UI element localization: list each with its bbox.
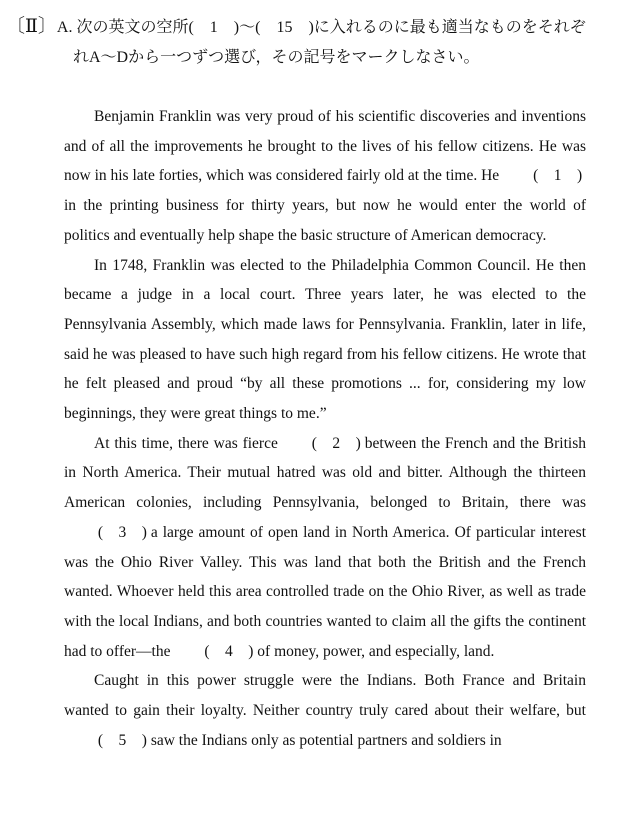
- question-instructions: [6, 12, 626, 73]
- paragraph-1-text-b: in the printing business for thirty years, but now he would enter the world of politics and eventually help shape the basic structure of American democracy.: [64, 197, 586, 244]
- instruction-line-1: [6, 12, 626, 43]
- paragraph-1: [64, 102, 586, 251]
- paragraph-3: [64, 429, 586, 667]
- paragraph-3-text-d: of money, power, and especially, land.: [257, 642, 495, 660]
- paragraph-3-text-c: a large amount of open land in North America. Of particular interest was the Ohio River Valley. This was land that both the British and the French wanted. Whoever held this area controlled trade on the Ohio River, as well as trade with the local Indians, and both countries wanted to claim all the gifts the continent had to offer—the: [64, 523, 586, 660]
- section-number: 〔Ⅱ〕: [6, 16, 57, 37]
- blank-2: ( 2 ): [307, 434, 365, 452]
- blank-5: ( 5 ): [94, 731, 151, 749]
- blank-3: ( 3 ): [94, 523, 151, 541]
- blank-1: ( 1 ): [529, 167, 587, 185]
- instruction-line-2: れA〜Dから一つずつ選び，その記号をマークしなさい。: [73, 49, 480, 66]
- paragraph-2: In 1748, Franklin was elected to the Philadelphia Common Council. He then became a judge in a local court. Three years later, he was elected to the Pennsylvania Assembly, which made laws for Pennsylvania. Franklin, later in life, said he was pleased to have such high regard from his fellow citizens. He wrote that he felt pleased and proud “by all these promotions ... for, considering my low beginnings, they were great things to me.”: [64, 256, 586, 423]
- paragraph-4-text-b: saw the Indians only as potential partners and soldiers in: [150, 731, 502, 749]
- paragraph-4: [64, 666, 586, 755]
- paragraph-4-text-a: Caught in this power struggle were the Indians. Both France and Britain wanted to gain their loyalty. Neither country truly cared about their welfare, but: [64, 672, 586, 720]
- paragraph-1-text-a: Benjamin Franklin was very proud of his scientific discoveries and inventions and of all the improvements he brought to the lives of his fellow citizens. He was now in his late forties, which was considered fairly old at the time. He: [64, 108, 586, 185]
- reading-passage: [64, 102, 586, 755]
- paragraph-3-text-a: At this time, there was fierce: [94, 434, 278, 452]
- instruction-text-1: A. 次の英文の空所( 1 )〜( 15 )に入れるのに最も適当なものをそれぞ: [56, 19, 586, 36]
- blank-4: ( 4 ): [200, 642, 258, 660]
- paragraph-3-text-b: between the French and the British in North America. Their mutual hatred was old and bitter. Although the thirteen American colonies, including Pennsylvania, belonged to Britain, there was: [64, 434, 587, 512]
